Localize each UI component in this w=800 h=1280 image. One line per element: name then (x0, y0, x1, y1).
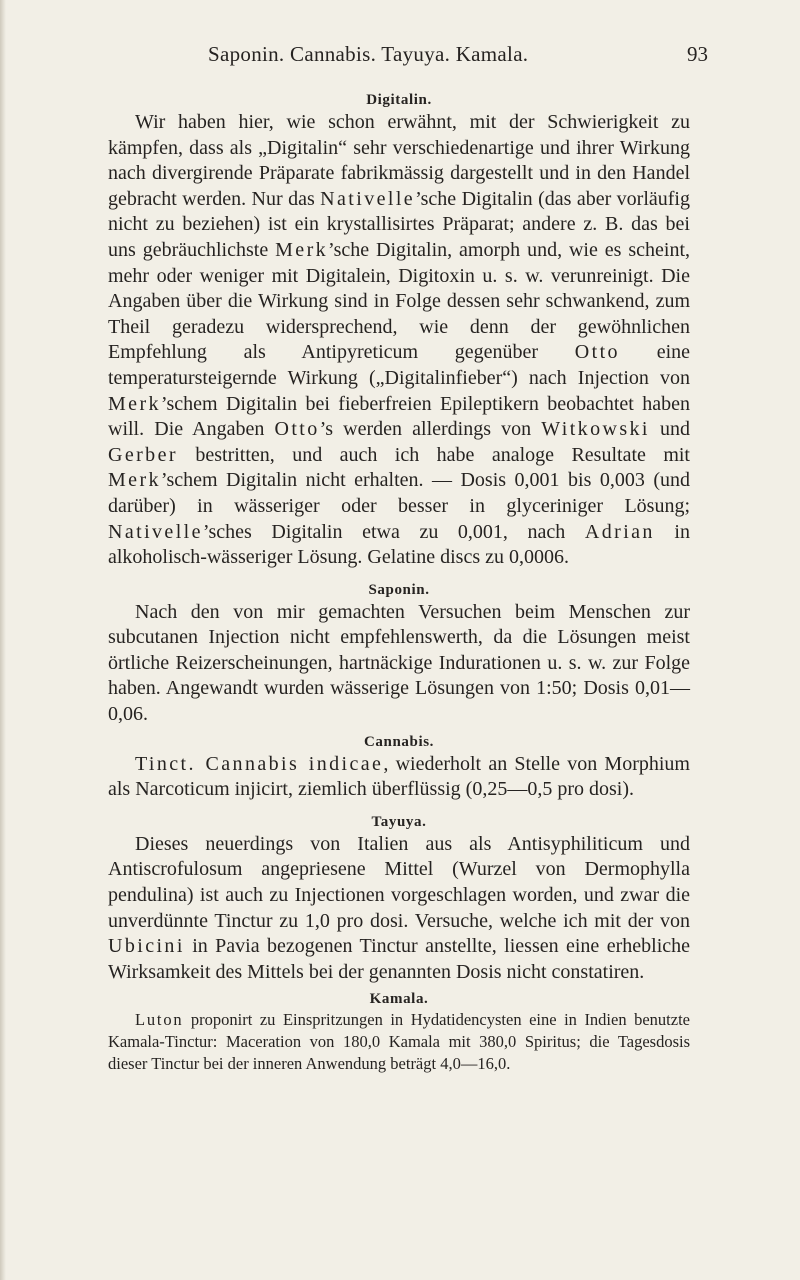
page-number: 93 (687, 42, 708, 66)
author-name: Luton (135, 1010, 184, 1030)
drug-name: Tinct. Cannabis indicae (135, 752, 384, 775)
section-heading-tayuya: Tayuya. (371, 813, 427, 830)
section-heading-cannabis: Cannabis. (363, 733, 434, 750)
section-heading-saponin: Saponin. (368, 581, 430, 598)
section-heading-kamala: Kamala. (369, 991, 429, 1008)
paragraph-saponin: Nach den von mir gemachten Versuchen beim Menschen zur subcutanen Injection nicht empfehlenswerth, da die Lösungen meist örtliche Reizerscheinungen, hartnäckige Indurationen u. s. w. zur Folge haben. Angewandt wurden wässerige Lösungen von 1:50; Dosis 0,01—0,06. (108, 600, 690, 726)
paragraph-tayuya: Dieses neuerdings von Italien aus als Antisyphiliticum und Antiscrofulosum angepriesene Mittel (Wurzel von Dermophylla pendulina) ist auch zu Injectionen vorgeschlagen worden, und zwar die unverdünnte Tinctur zu 1,0 pro dosi. Versuche, welche ich mit der von Ubicini in Pavia bezogenen Tinctur anstellte, liessen eine erhebliche Wirksamkeit des Mittels bei der genannten Dosis nicht constatiren. (108, 832, 690, 983)
author-name: Merk (108, 392, 161, 415)
author-name: Nativelle (108, 520, 203, 543)
author-name: Merk (108, 469, 161, 492)
paragraph-digitalin: Wir haben hier, wie schon erwähnt, mit der Schwierigkeit zu kämpfen, dass als „Digitalin“ sehr verschiedenartige und ihrer Wirkung nach divergirende Präparate fabrikmässig dargestellt und in den Handel gebracht werden. Nur das Nativelle’sche Digitalin (das aber vorläufig nicht zu beziehen) ist ein krystallisirtes Präparat; andere z. B. das bei uns gebräuchlichste Merk’sche Digitalin, amorph und, wie es scheint, mehr oder weniger mit Digitalein, Digitoxin u. s. w. verunreinigt. Die Angaben über die Wirkung sind in Folge dessen sehr schwankend, zum Theil geradezu widersprechend, wie denn der gewöhnlichen Empfehlung als Antipyreticum gegenüber Otto eine temperatursteigernde Wirkung („Digitalinfieber“) nach Injection von Merk’schem Digitalin bei fieberfreien Epileptikern beobachtet haben will. Die Angaben Otto’s werden allerdings von Witkowski und Gerber bestritten, und auch ich habe analoge Resultate mit Merk’schem Digitalin nicht erhalten. — Dosis 0,001 bis 0,003 (und darüber) in wässeriger oder besser in glyceriniger Lösung; Nativelle’sches Digitalin etwa zu 0,001, nach Adrian in alkoholisch-wässeriger Lösung. Gelatine discs zu 0,0006. (108, 111, 690, 569)
author-name: Adrian (584, 520, 655, 543)
author-name: Otto (574, 341, 620, 364)
paragraph-cannabis: Tinct. Cannabis indicae, wiederholt an Stelle von Morphium als Narcoticum injicirt, ziemlich überflüssig (0,25—0,5 pro dosi). (108, 752, 690, 801)
author-name: Witkowski (541, 418, 650, 441)
author-name: Nativelle (320, 187, 416, 210)
author-name: Otto (274, 418, 320, 441)
paragraph-kamala: Luton proponirt zu Einspritzungen in Hydatidencysten eine in Indien benutzte Kamala-Tinctur: Maceration von 180,0 Kamala mit 380,0 Spiritus; die Tagesdosis dieser Tinctur bei der inneren Anwendung beträgt 4,0—16,0. (108, 1010, 690, 1073)
text-column (108, 90, 690, 1074)
author-name: Gerber (108, 443, 178, 466)
running-title: Saponin. Cannabis. Tayuya. Kamala. (208, 42, 529, 66)
author-name: Merk (275, 238, 329, 261)
running-header (108, 42, 708, 72)
author-name: Ubicini (108, 935, 185, 958)
page-binding-shadow (0, 0, 6, 1280)
section-heading-digitalin: Digitalin. (366, 92, 432, 108)
